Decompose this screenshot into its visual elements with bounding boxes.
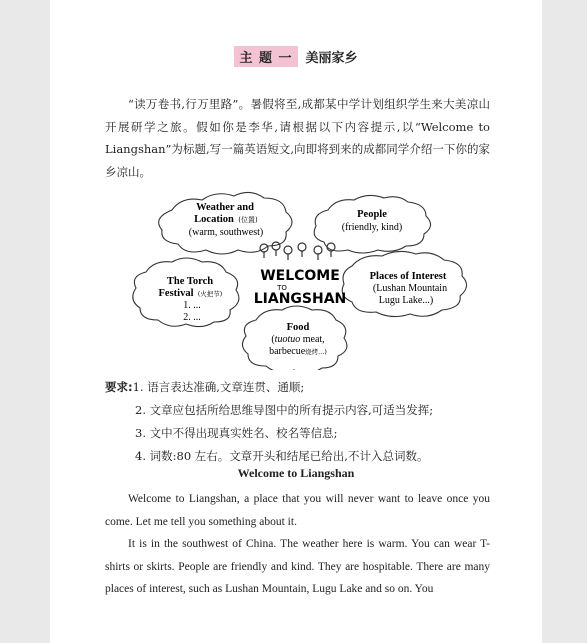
torch-title-1: The Torch	[166, 276, 214, 287]
places-detail-2: Lugu Lake...)	[378, 295, 434, 306]
weather-title-1: Weather and	[196, 202, 254, 213]
people-title: People	[357, 209, 387, 220]
requirement-1: 要求:1. 语言表达准确,文章连贯、通顺;	[105, 380, 305, 394]
places-title: Places of Interest	[369, 271, 447, 282]
page	[50, 0, 542, 643]
requirements	[105, 376, 505, 468]
weather-title-2: Location	[194, 214, 234, 225]
topic-tag: 主 题 一	[234, 46, 297, 67]
topic-heading	[50, 46, 542, 67]
essay-paragraph-2: It is in the southwest of China. The weather here is warm. You can wear T-shirts or skirts. People are friendly and kind. They are hospitable. There are many places of interest, such as Lushan Mountain, Lugu Lake and so on. You	[105, 538, 490, 595]
essay-body	[105, 488, 490, 601]
requirement-3: 3. 文中不得出现真实姓名、校名等信息;	[135, 426, 338, 440]
food-meat: meat,	[300, 334, 325, 345]
food-detail-1	[271, 334, 324, 345]
mind-map	[50, 190, 542, 370]
weather-note: (位置)	[238, 216, 258, 224]
food-barbecue: barbecue	[269, 346, 306, 357]
welcome-text: WELCOME	[260, 268, 340, 284]
liangshan-text: LIANGSHAN	[253, 291, 347, 307]
food-open-paren: (	[271, 334, 275, 345]
requirement-4: 4. 词数:80 左右。文章开头和结尾已给出,不计入总词数。	[135, 449, 429, 463]
to-text: TO	[277, 284, 287, 292]
weather-detail: (warm, southwest)	[188, 227, 264, 238]
essay-title: Welcome to Liangshan	[237, 466, 355, 480]
food-detail-2	[269, 346, 327, 357]
torch-note: (火把节)	[197, 290, 223, 298]
intro-paragraph: “读万卷书,行万里路”。暑假将至,成都某中学计划组织学生来大美凉山开展研学之旅。假如你是李华,请根据以下内容提示,以“Welcome to Liangshan”为标题,写一篇英语短文,向即将到来的成都同学介绍一下你的家乡凉山。	[105, 97, 490, 179]
torch-item-2: 2. ...	[183, 312, 201, 323]
food-title: Food	[286, 322, 310, 333]
torch-title-2: Festival	[158, 288, 194, 299]
essay-paragraph-1: Welcome to Liangshan, a place that you will never want to leave once you come. Let me tell you something about it.	[105, 493, 490, 528]
places-detail-1: (Lushan Mountain	[372, 283, 448, 294]
requirement-2: 2. 文章应包括所给思维导图中的所有提示内容,可适当发挥;	[135, 403, 434, 417]
torch-item-1: 1. ...	[183, 300, 201, 311]
topic-title: 美丽家乡	[305, 51, 358, 66]
food-barbecue-note: 烧烤...)	[305, 348, 327, 356]
food-tuotuo: tuotuo	[274, 334, 301, 345]
people-detail: (friendly, kind)	[341, 222, 403, 233]
